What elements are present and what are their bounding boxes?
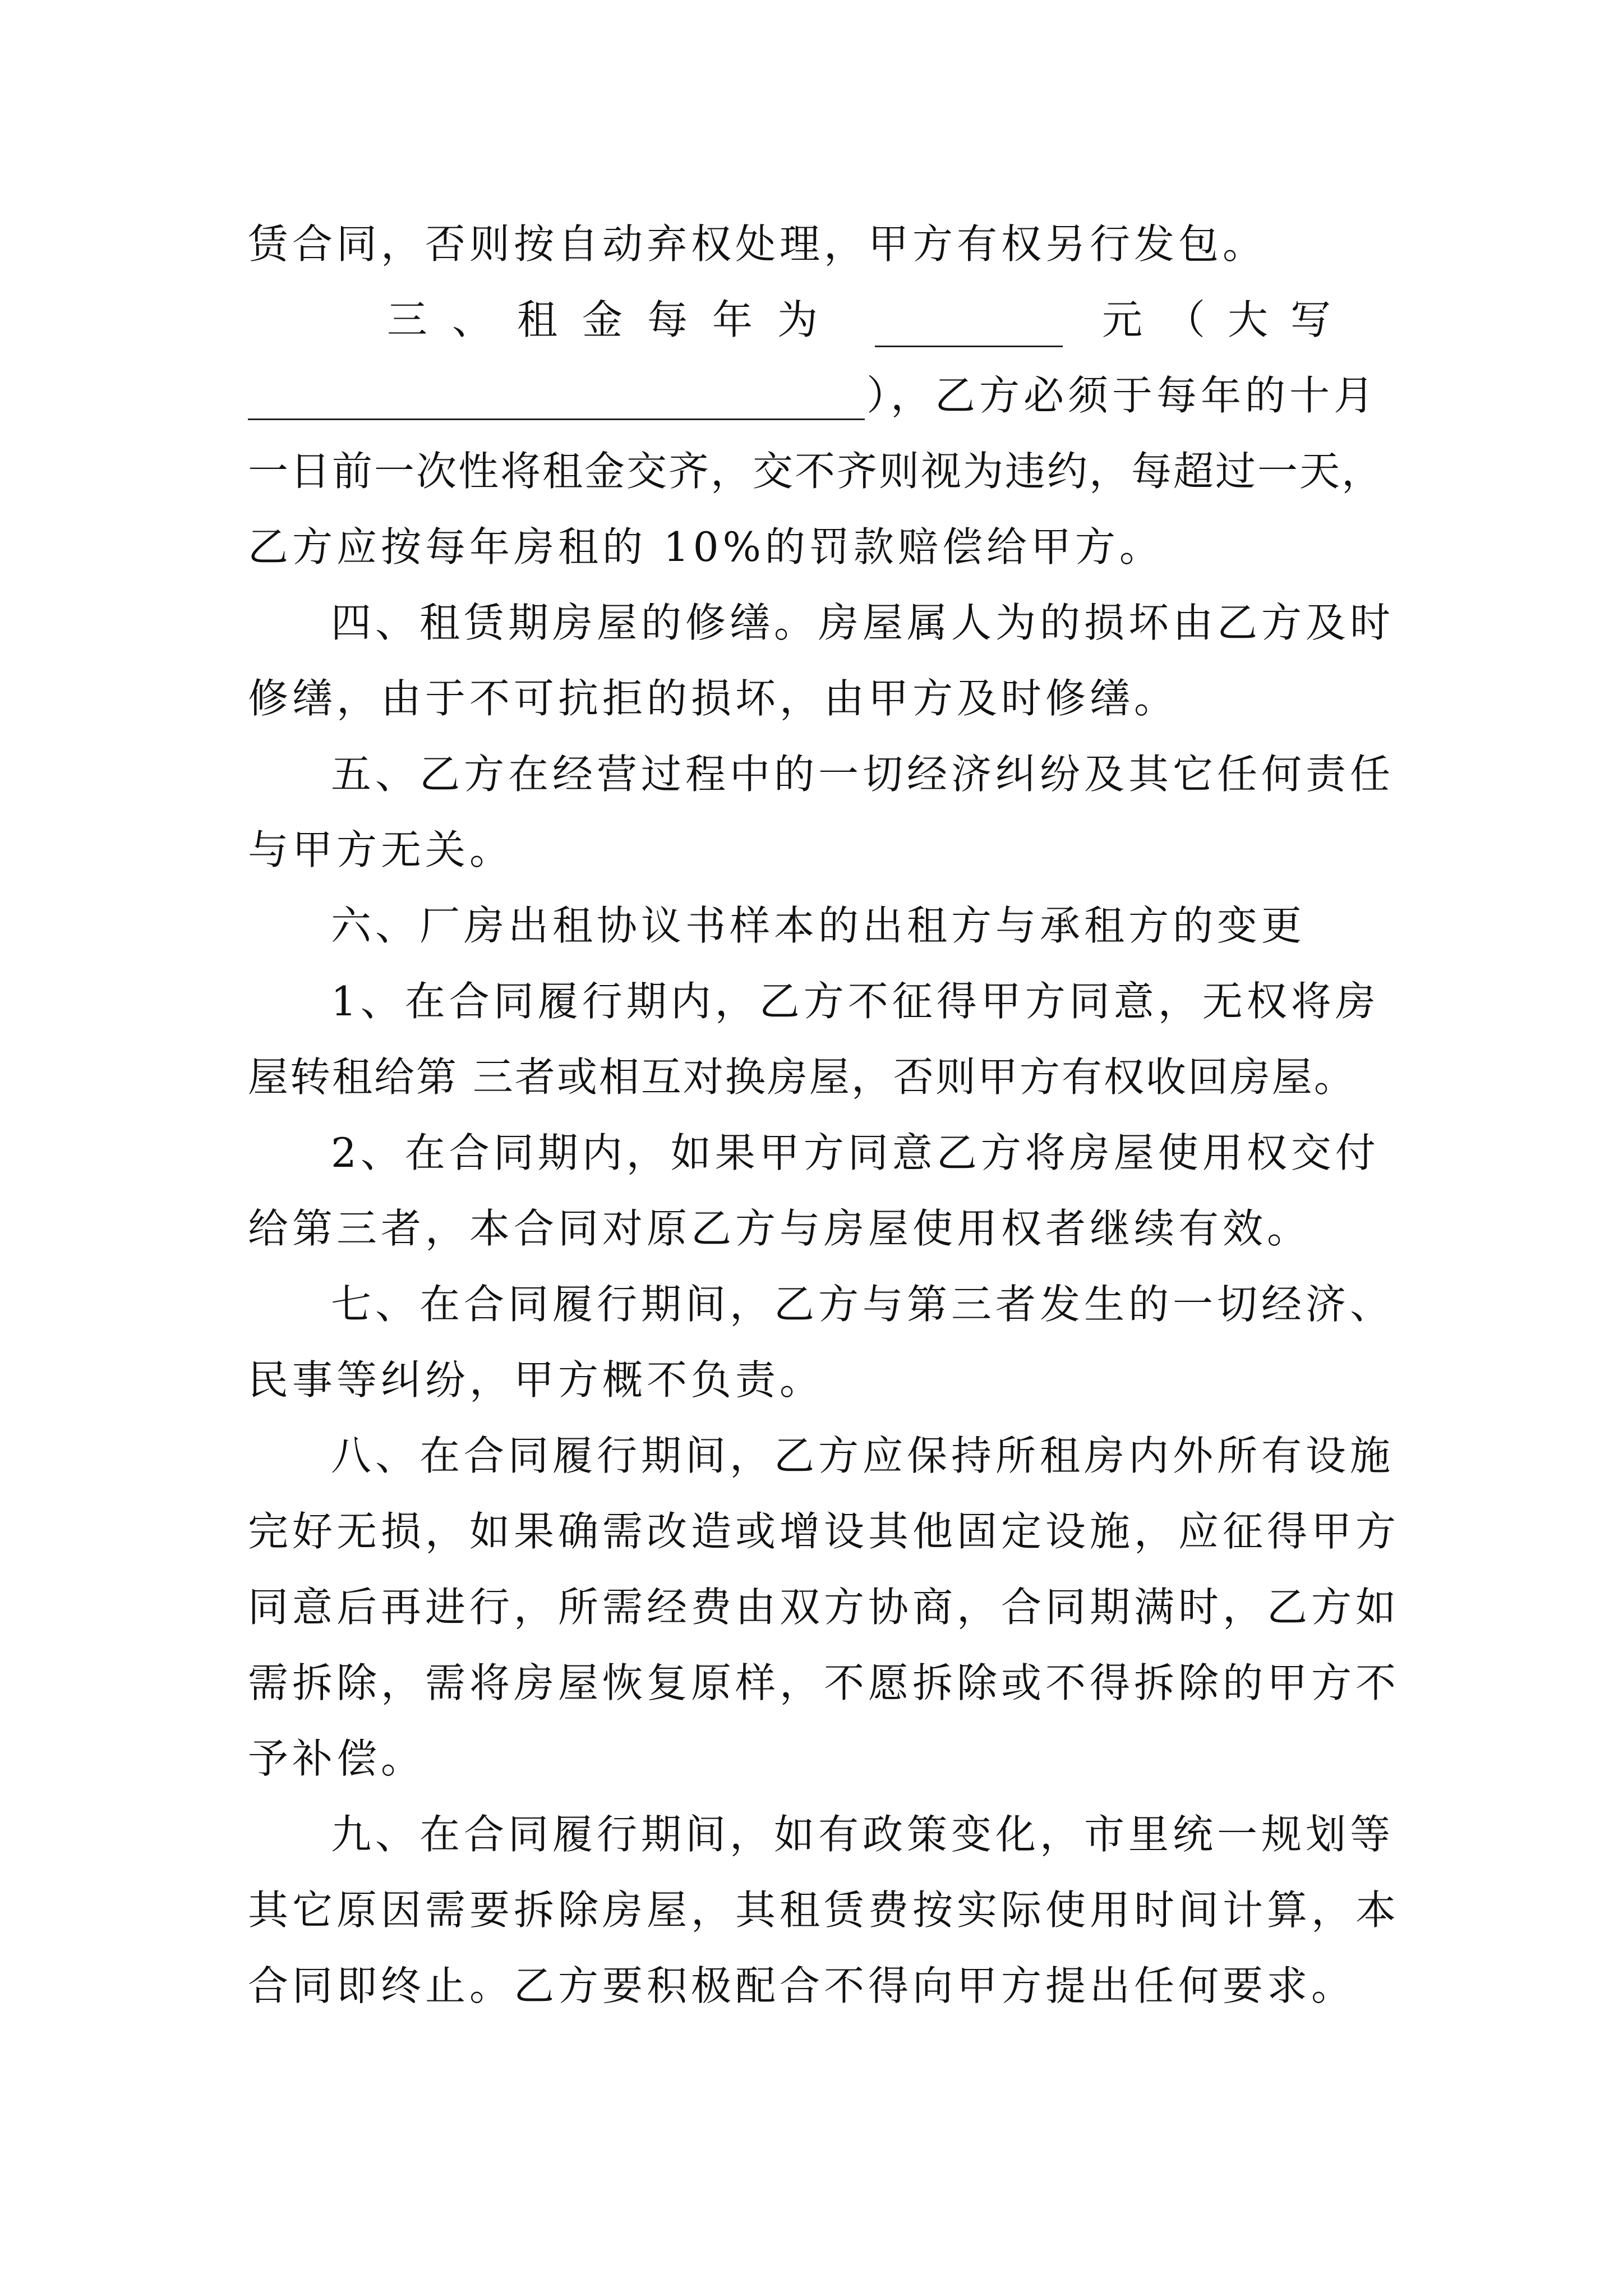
text-line: 其它原因需要拆除房屋，其租赁费按实际使用时间计算，本 [248,1887,1400,1934]
text-line: 给第三者，本合同对原乙方与房屋使用权者继续有效。 [248,1205,1312,1252]
rent-capital-blank [248,387,865,420]
rent-amount-blank [875,314,1063,347]
text-line: 需拆除，需将房屋恢复原样，不愿拆除或不得拆除的甲方不 [248,1659,1400,1706]
text-line: 民事等纠纷，甲方概不负责。 [248,1356,824,1404]
text-line-capital: 元（大写 [1102,296,1354,343]
text-line: 屋转租给第 三者或相互对换房屋，否则甲方有权收回房屋。 [248,1053,1356,1101]
rent-label: 三、租金每年为 [387,296,843,343]
text-line: 八、在合同履行期间，乙方应保持所租房内外所有设施 [331,1432,1395,1479]
text-line: 五、乙方在经营过程中的一切经济纠纷及其它任何责任 [331,751,1395,798]
text-line: 与甲方无关。 [248,826,514,873]
text-line: 合同即终止。乙方要积极配合不得向甲方提出任何要求。 [248,1962,1356,2009]
text-line: 一日前一次性将租金交齐，交不齐则视为违约，每超过一天， [248,448,1384,495]
text-line: 六、厂房出租协议书样本的出租方与承租方的变更 [331,902,1306,949]
text-line: 完好无损，如果确需改造或增设其他固定设施，应征得甲方 [248,1508,1400,1555]
text-line: 乙方应按每年房租的 10%的罚款赔偿给甲方。 [248,523,1164,570]
text-line: 七、在合同履行期间，乙方与第三者发生的一切经济、 [331,1281,1395,1328]
text-line: 同意后再进行，所需经费由双方协商，合同期满时，乙方如 [248,1584,1400,1631]
text-line: 1、在合同履行期内，乙方不征得甲方同意，无权将房 [331,978,1380,1025]
text-line: 四、租赁期房屋的修缮。房屋属人为的损坏由乙方及时 [331,599,1395,646]
text-line: ），乙方必须于每年的十月 [866,372,1378,419]
text-line: 修缮，由于不可抗拒的损坏，由甲方及时修缮。 [248,675,1179,722]
text-line: 赁合同，否则按自动弃权处理，甲方有权另行发包。 [248,220,1267,268]
text-line: 2、在合同期内，如果甲方同意乙方将房屋使用权交付 [331,1129,1380,1176]
text-line: 予补偿。 [248,1735,426,1782]
text-line: 九、在合同履行期间，如有政策变化，市里统一规划等 [331,1811,1395,1858]
